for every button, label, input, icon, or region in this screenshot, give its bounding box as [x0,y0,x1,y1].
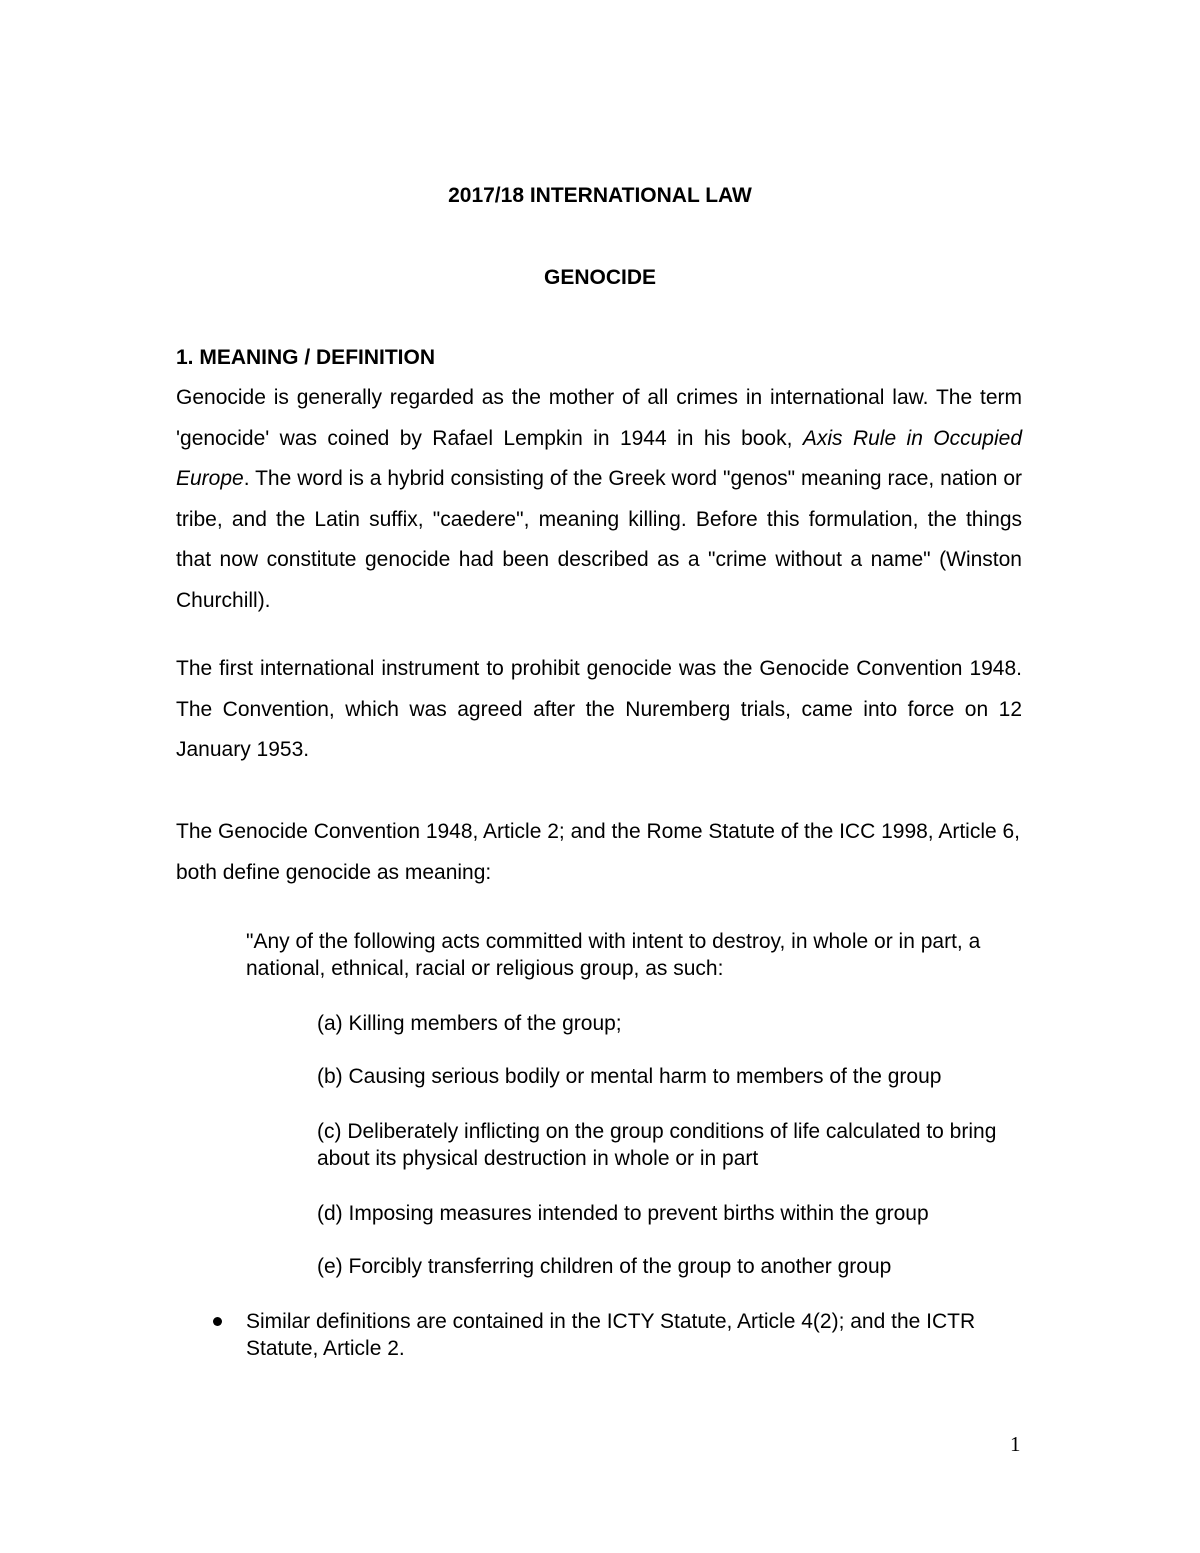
paragraph-meaning [176,378,1022,621]
quote-item-b: (b) Causing serious bodily or mental harm to members of the group [317,1065,942,1088]
page-number: 1 [1010,1432,1021,1456]
bullet-dot-icon [213,1317,222,1326]
document-title: 2017/18 INTERNATIONAL LAW [448,184,752,207]
quote-item-e: (e) Forcibly transferring children of the group to another group [317,1255,892,1278]
book-title: Axis Rule in Occupied Europe [176,426,1023,490]
paragraph-definition-sources: The Genocide Convention 1948, Article 2; and the Rome Statute of the ICC 1998, Article 6, both define genocide as meaning: [176,820,1021,884]
paragraph-meaning-part2: . The word is a hybrid consisting of the Greek word "genos" meaning race, nation or tribe, and the Latin suffix, "caedere", meaning killing. Before this formulation, the things that now constitute genocide had been described as a "crime without a name" (Winston Churchill). [176,467,1022,612]
quote-item-c: (c) Deliberately inflicting on the group conditions of life calculated to bring about its physical destruction in whole or in part [317,1120,997,1170]
section-heading: 1. MEANING / DEFINITION [176,346,436,369]
bullet-text: Similar definitions are contained in the ICTY Statute, Article 4(2); and the ICTR Statute, Article 2. [246,1310,976,1360]
quote-item-d: (d) Imposing measures intended to prevent births within the group [317,1202,929,1225]
paragraph-first-instrument: The first international instrument to prohibit genocide was the Genocide Convention 1948. The Convention, which was agreed after the Nuremberg trials, came into force on 12 January 1953. [176,657,1022,761]
paragraph-meaning-part1: Genocide is generally regarded as the mother of all crimes in international law. The term 'genocide' was coined by Rafael Lempkin in 1944 in his book, [176,386,1022,450]
quote-item-a: (a) Killing members of the group; [317,1012,622,1035]
quote-intro: "Any of the following acts committed with intent to destroy, in whole or in part, a national, ethnical, racial or religious group, as such: [246,930,981,980]
document-subtitle: GENOCIDE [543,266,656,289]
